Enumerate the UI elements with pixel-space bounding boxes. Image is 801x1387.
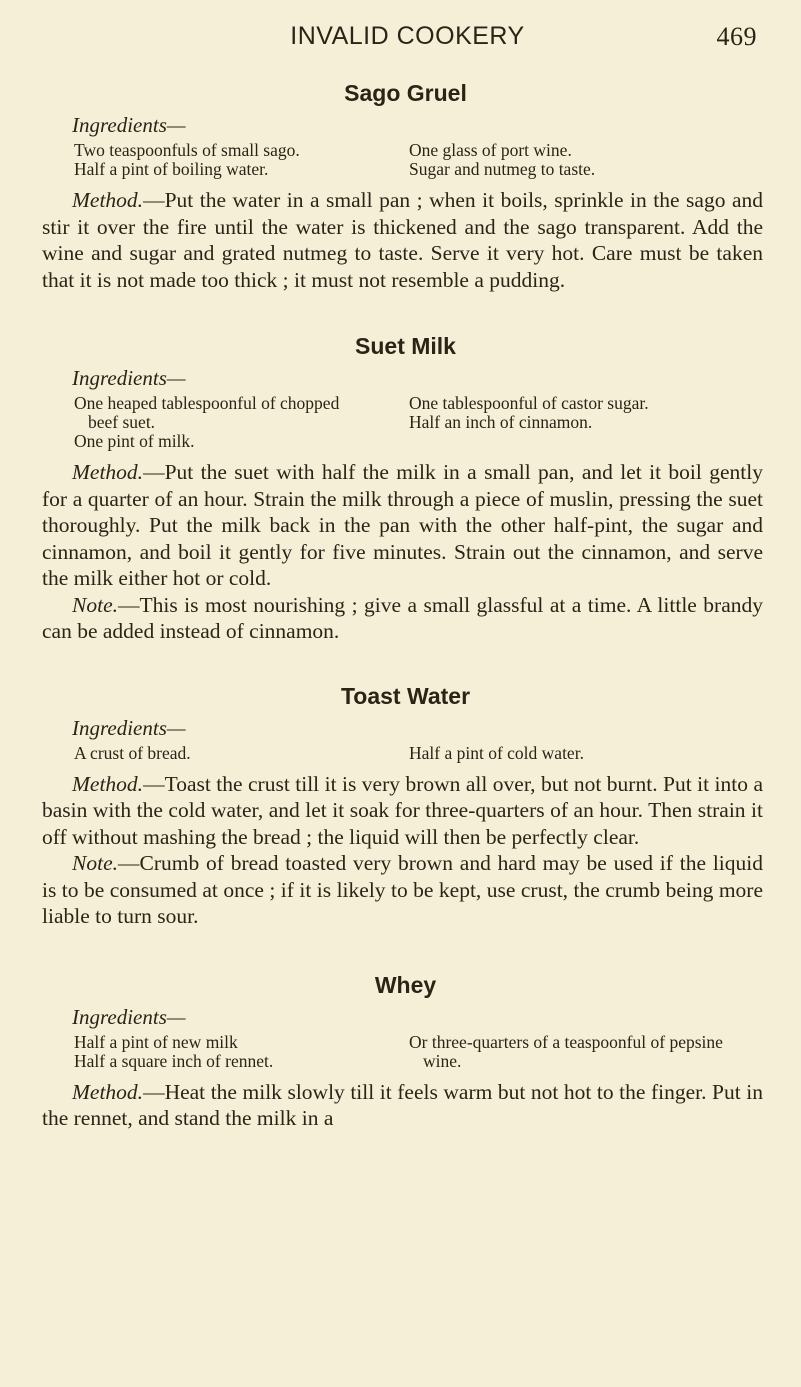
method-text: —Heat the milk slowly till it feels warm but not hot to the finger. Put in the rennet, and stand the milk in a	[42, 1079, 763, 1130]
ingredients-label: Ingredients—	[72, 715, 186, 740]
ingredient: A crust of bread.	[74, 742, 191, 763]
ingredient: One heaped tablespoonful of chopped beef suet.	[74, 393, 340, 432]
method-paragraph	[42, 187, 763, 293]
running-header	[42, 22, 763, 62]
ingredient: Half a pint of boiling water.	[74, 159, 269, 179]
ingredient: Or three-quarters of a teaspoonful of pepsine wine.	[409, 1031, 723, 1071]
ingredient: Half a pint of new milk	[74, 1031, 238, 1052]
note-text: —This is most nourishing ; give a small glassful at a time. A little brandy can be added instead of cinnamon.	[42, 592, 763, 643]
ingredient: One pint of milk.	[74, 431, 195, 451]
note-paragraph	[42, 850, 763, 930]
ingredients-list	[74, 394, 763, 451]
note-text: —Crumb of bread toasted very brown and hard may be used if the liquid is to be consumed at once ; if it is likely to be kept, use crust, the crumb being more liable to turn sour.	[42, 851, 763, 928]
note-lead: Note.	[72, 851, 118, 875]
recipe-title: Suet Milk	[355, 333, 456, 359]
ingredients-list	[74, 141, 763, 179]
ingredient: Sugar and nutmeg to taste.	[409, 159, 596, 179]
method-paragraph	[42, 771, 763, 851]
ingredients-label: Ingredients—	[72, 1004, 186, 1029]
ingredient: Two teaspoonfuls of small sago.	[74, 140, 300, 160]
ingredients-list	[74, 744, 763, 763]
recipe-title: Sago Gruel	[344, 80, 467, 106]
recipe-title: Toast Water	[340, 682, 471, 709]
ingredient: One glass of port wine.	[409, 140, 572, 160]
page-number: 469	[716, 22, 757, 51]
method-lead: Method.	[72, 460, 144, 484]
ingredients-label: Ingredients—	[72, 113, 186, 137]
method-paragraph	[42, 459, 763, 592]
ingredient: One tablespoonful of castor sugar.	[409, 393, 649, 413]
book-page	[0, 22, 801, 1387]
recipe-whey	[42, 972, 763, 1132]
recipe-suet-milk	[42, 333, 763, 645]
ingredients-label: Ingredients—	[72, 366, 186, 390]
recipe-title: Whey	[374, 971, 437, 998]
note-lead: Note.	[72, 592, 118, 617]
ingredient: Half an inch of cinnamon.	[409, 412, 593, 432]
method-text: —Toast the crust till it is very brown all over, but not burnt. Put it into a basin with the cold water, and let it soak for three-quarters of an hour. Then strain it off without mashing the bread ; the liquid will then be perfectly clear.	[42, 771, 763, 849]
method-text: —Put the suet with half the milk in a small pan, and let it boil gently for a quarter of an hour. Strain the milk through a piece of muslin, pressing the suet thoroughly. Put the milk back in the pan with the other half-pint, the sugar and cinnamon, and boil it gently for five minutes. Strain out the cinnamon, and serve the milk either hot or cold.	[42, 460, 763, 590]
method-paragraph	[42, 1079, 763, 1132]
ingredient: Half a pint of cold water.	[409, 742, 584, 763]
note-paragraph	[42, 592, 763, 645]
recipe-sago-gruel	[42, 80, 763, 293]
method-lead: Method.	[72, 771, 144, 796]
method-text: —Put the water in a small pan ; when it boils, sprinkle in the sago and stir it over the fire until the water is thickened and the sago transparent. Add the wine and sugar and grated nutmeg to taste. Serve it very hot. Care must be taken that it is not made too thick ; it must not resemble a pudding.	[42, 188, 763, 292]
ingredients-list	[74, 1033, 763, 1071]
running-title: INVALID COOKERY	[290, 22, 525, 50]
method-lead: Method.	[72, 188, 144, 212]
ingredient: Half a square inch of rennet.	[74, 1050, 274, 1071]
method-lead: Method.	[72, 1079, 144, 1104]
recipe-toast-water	[42, 683, 763, 930]
